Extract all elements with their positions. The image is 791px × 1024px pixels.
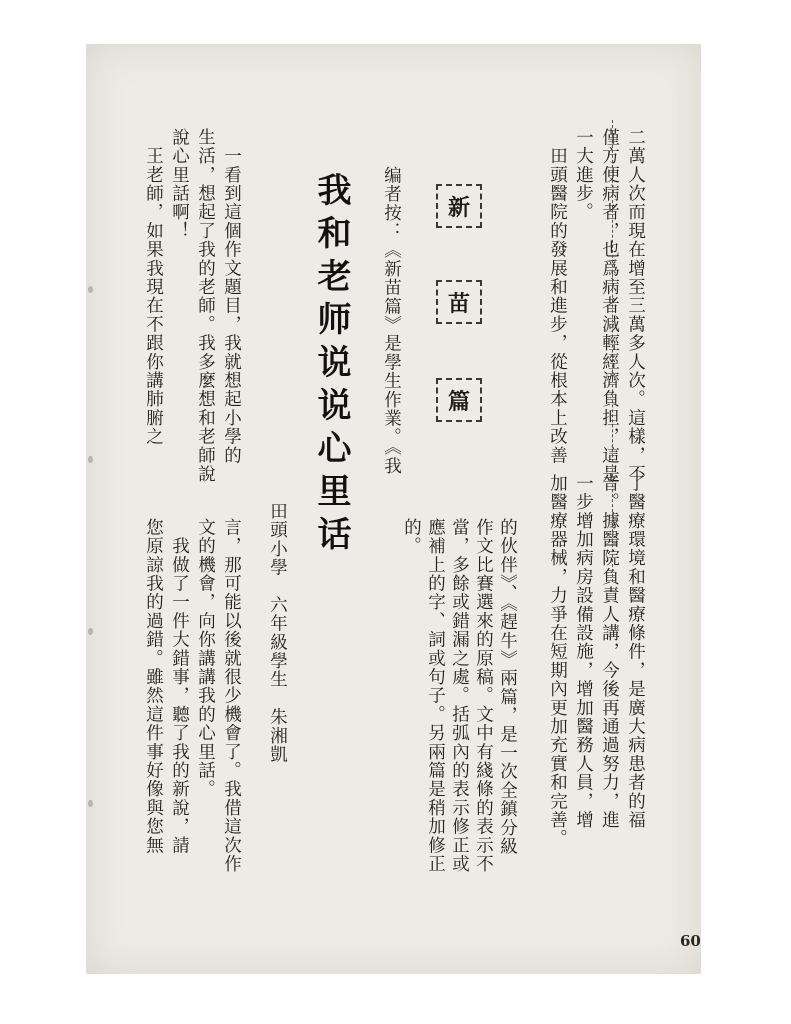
editor-note-col-3: 作文比賽選來的原稿。文中有綫條的表示不 xyxy=(473,518,494,874)
right-col-8: 加醫療器械，力爭在短期內更加充實和完善。 xyxy=(547,474,568,848)
article-col-5: 言，那可能以後就很少機會了。我借這次作 xyxy=(221,518,242,874)
binding-hole xyxy=(88,800,93,807)
column-badge-pian: 篇 xyxy=(436,378,482,422)
right-col-2: 僅方便病者，也爲病者減輕經濟負担，這是 xyxy=(599,128,620,484)
binding-hole xyxy=(88,286,93,293)
editor-note-col-5: 應補上的字、詞或句子。另兩篇是稍加修正 xyxy=(425,518,446,874)
right-col-4: 田頭醫院的發展和進步，從根本上改善 xyxy=(547,128,568,465)
column-badge-xin: 新 xyxy=(436,184,482,228)
right-col-6: 音。據醫院負責人講，今後再通過努力，進 xyxy=(599,474,620,830)
article-col-7: 我做了一件大錯事，聽了我的新說，請 xyxy=(169,518,190,855)
editor-note-col-6: 的。 xyxy=(401,518,422,556)
article-title: 我和老师说说心里话 xyxy=(311,172,351,559)
editor-note-col-4: 當，多餘或錯漏之處。括弧內的表示修正或 xyxy=(449,518,470,874)
article-col-3: 說心里話啊！ xyxy=(169,128,190,241)
right-col-1: 二萬人次而現在增至三萬多人次。這樣，不 xyxy=(625,128,646,484)
page-number: 60 xyxy=(680,932,701,950)
binding-hole xyxy=(88,456,93,463)
editor-note-col-1: 编者按：《新苗篇》是學生作業。《我 xyxy=(381,166,402,476)
article-byline: 田頭小學 六年級學生 朱湘凱 xyxy=(267,502,288,764)
article-col-2: 生活，想起了我的老師。我多麼想和老師說 xyxy=(195,128,216,484)
article-col-6: 文的機會，向你講講我的心里話。 xyxy=(195,518,216,799)
article-col-1: 一看到這個作文題目，我就想起小學的 xyxy=(221,128,242,465)
book-page xyxy=(86,44,701,974)
article-col-8: 您原諒我的過錯。雖然這件事好像與您無 xyxy=(143,518,164,855)
section-divider xyxy=(612,120,613,582)
right-col-5: 了醫療環境和醫療條件，是廣大病患者的福 xyxy=(625,474,646,830)
right-col-7: 一步增加病房設備設施，增加醫務人員，增 xyxy=(573,474,594,830)
binding-hole xyxy=(88,628,93,635)
editor-note-col-2: 的伙伴》、《趕牛》兩篇，是一次全鎮分級 xyxy=(497,518,518,856)
column-badge-miao: 苗 xyxy=(436,280,482,324)
article-col-4: 王老師，如果我現在不跟你講肺腑之 xyxy=(143,128,164,446)
right-col-3: 一大進步。 xyxy=(573,128,594,222)
